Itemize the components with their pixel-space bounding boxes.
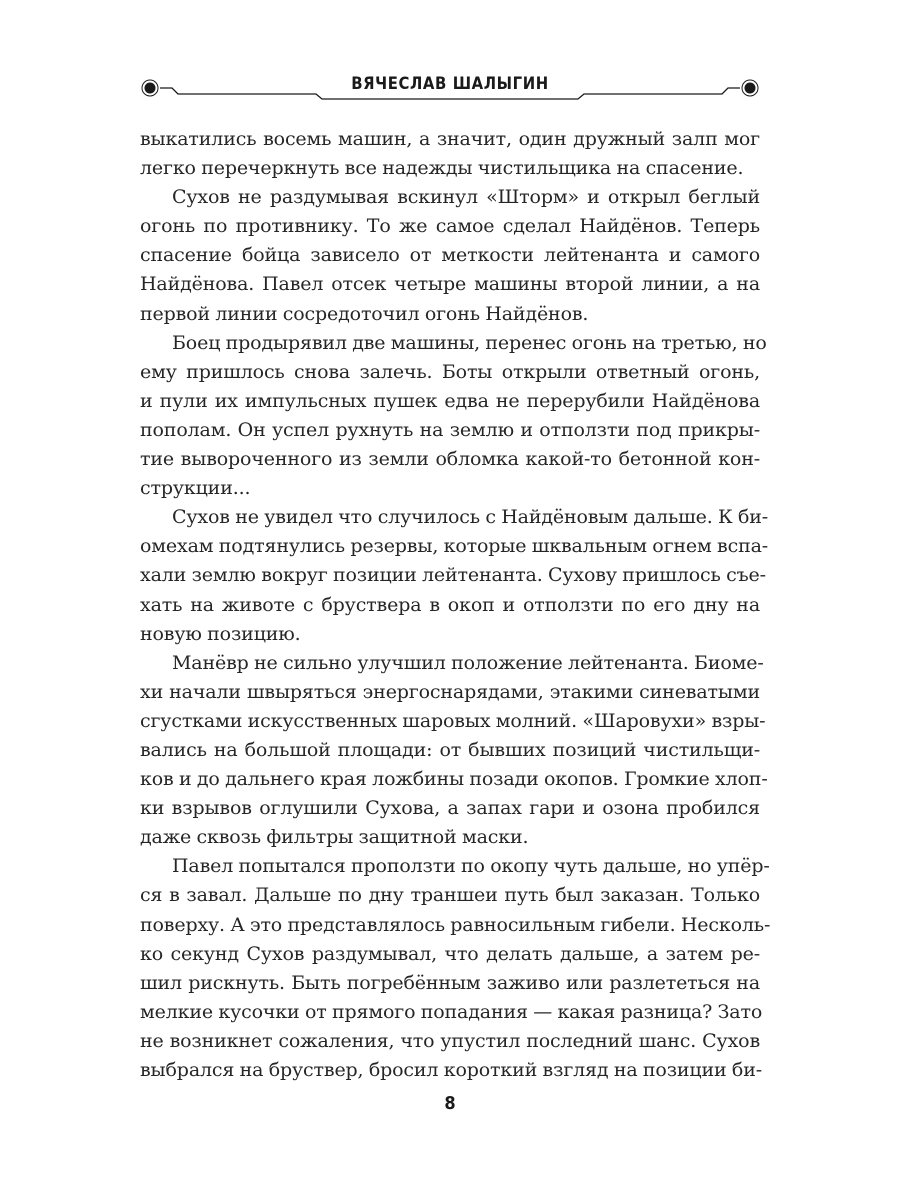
paragraph	[140, 852, 771, 1085]
text-line: новую позицию.	[140, 622, 301, 645]
text-line: Манёвр не сильно улучшил положение лейтенанта. Биоме-	[172, 651, 764, 674]
text-line: выбрался на бруствер, бросил короткий взгляд на позиции би-	[140, 1059, 762, 1081]
page-number: 8	[444, 1093, 456, 1114]
text-line: вались на большой площади: от бывших позиций чистильщи-	[140, 738, 760, 761]
text-line: Сухов не раздумывая вскинул «Шторм» и открыл беглый	[172, 186, 760, 209]
text-line: струкции...	[140, 477, 251, 500]
paragraph	[140, 183, 760, 328]
text-line: шил рискнуть. Быть погребённым заживо или разлететься на	[140, 971, 760, 994]
text-line: выкатились восемь машин, а значит, один дружный залп мог	[140, 128, 760, 150]
running-header	[138, 70, 762, 110]
paragraph	[140, 125, 760, 183]
text-line: ему пришлось снова залечь. Боты открыли ответный огонь,	[140, 360, 760, 383]
text-line: даже сквозь фильтры защитной маски.	[140, 826, 529, 849]
text-line: хать на животе с бруствера в окоп и отползти по его дну на	[140, 593, 760, 616]
text-line: ки взрывов оглушили Сухова, а запах гари и озона пробился	[140, 797, 760, 820]
text-line: первой линии сосредоточил огонь Найдёнов.	[140, 302, 589, 325]
text-line: тие вывороченного из земли обломка какой-то бетонной кон-	[140, 448, 760, 471]
text-line: легко перечеркнуть все надежды чистильщика на спасение.	[140, 157, 744, 180]
text-line: поверху. А это представлялось равносильным гибели. Несколь-	[140, 913, 771, 936]
text-line: ся в завал. Дальше по дну траншеи путь был заказан. Только	[140, 884, 760, 907]
text-line: омехам подтянулись резервы, которые шквальным огнем вспа-	[140, 535, 769, 558]
paragraph	[140, 649, 768, 853]
text-line: пополам. Он успел рухнуть на землю и отползти под прикры-	[140, 418, 760, 441]
text-line: мелкие кусочки от прямого попадания — какая разница? Зато	[140, 1000, 763, 1023]
text-line: сгустками искусственных шаровых молний. «Шаровухи» взры-	[140, 709, 766, 732]
text-line: Павел попытался проползти по окопу чуть дальше, но упёр-	[172, 855, 770, 878]
text-line: хали землю вокруг позиции лейтенанта. Сухову пришлось съе-	[140, 564, 766, 587]
text-line: Найдёнова. Павел отсек четыре машины второй линии, а на	[140, 273, 760, 296]
body-text	[140, 125, 771, 1085]
paragraph	[140, 329, 767, 504]
text-line: ко секунд Сухов раздумывал, что делать дальше, а затем ре-	[140, 942, 760, 965]
text-line: и пули их импульсных пушек едва не перерубили Найдёнова	[140, 389, 760, 412]
text-line: огонь по противнику. То же самое сделал Найдёнов. Теперь	[140, 215, 760, 238]
text-line: спасение бойца зависело от меткости лейтенанта и самого	[140, 244, 760, 267]
text-line: Сухов не увидел что случилось с Найдёновым дальше. К би-	[172, 506, 769, 529]
text-line: не возникнет сожаления, что упустил последний шанс. Сухов	[140, 1029, 760, 1052]
text-line: ков и до дальнего края ложбины позади окопов. Громкие хлоп-	[140, 768, 768, 791]
paragraph	[140, 503, 769, 648]
header-author: ВЯЧЕСЛАВ ШАЛЫГИН	[351, 74, 549, 93]
text-line: хи начали швыряться энергоснарядами, этакими синеватыми	[140, 680, 760, 703]
text-line: Боец продырявил две машины, перенес огонь на третью, но	[172, 331, 767, 354]
